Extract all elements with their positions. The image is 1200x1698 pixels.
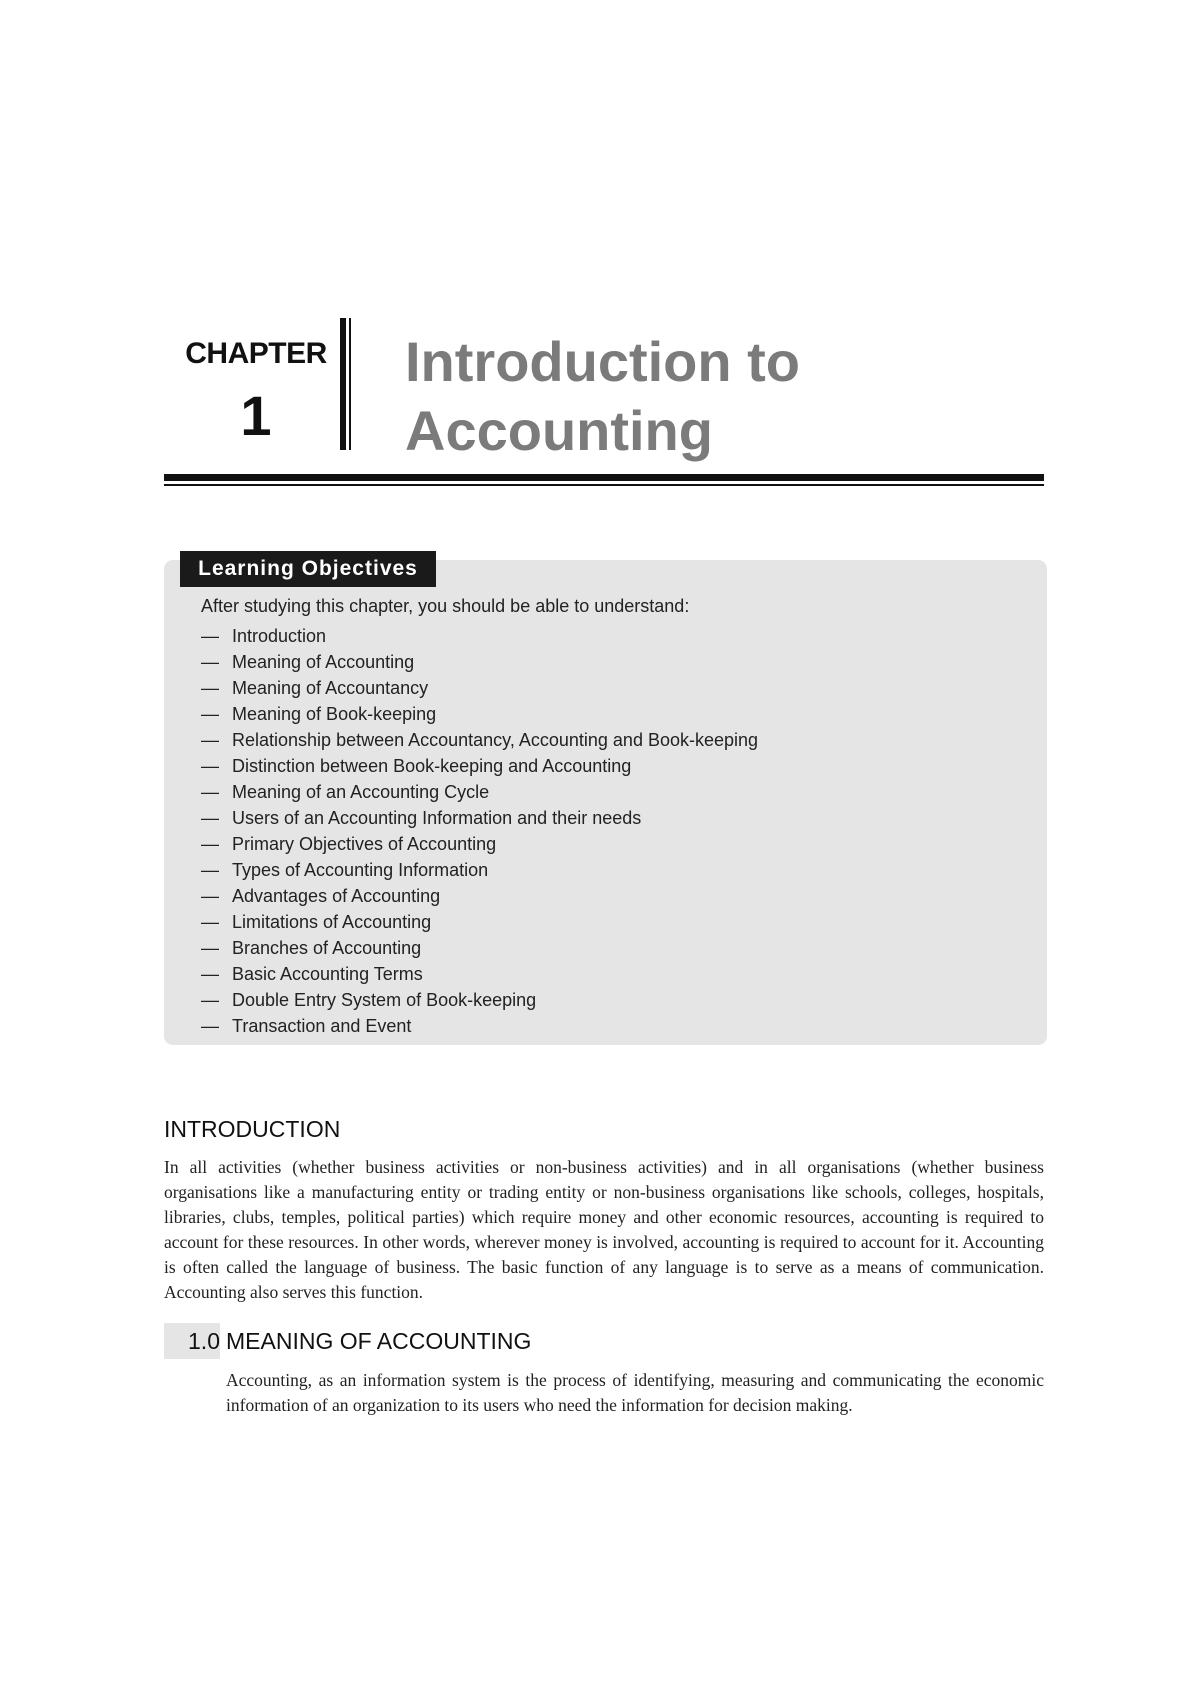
objective-dash: —	[201, 756, 219, 776]
introduction-paragraph: In all activities (whether business activities or non-business activities) and in all organisations (whether business organisations like a manufacturing entity or trading entity or non-business organisations like schools, colleges, hospitals, libraries, clubs, temples, political parties) which require money and other economic resources, accounting is required to account for these resources. In other words, wherever money is involved, accounting is required to account for it. Accounting is often called the language of business. The basic function of any language is to serve as a means of communication. Accounting also serves this function.	[164, 1157, 1044, 1302]
objective-text: Branches of Accounting	[232, 938, 422, 958]
section-title: MEANING OF ACCOUNTING	[226, 1328, 532, 1354]
objective-text: Meaning of Book-keeping	[232, 704, 437, 724]
objective-text: Transaction and Event	[232, 1016, 412, 1036]
objective-text: Double Entry System of Book-keeping	[232, 990, 537, 1010]
learning-objectives-intro: After studying this chapter, you should be able to understand:	[201, 596, 690, 616]
objective-dash: —	[201, 678, 219, 698]
objective-item	[201, 753, 758, 779]
objective-item	[201, 883, 758, 909]
objective-item	[201, 779, 758, 805]
objective-text: Relationship between Accountancy, Accounting and Book-keeping	[232, 730, 759, 750]
objective-dash: —	[201, 964, 219, 984]
objective-item	[201, 805, 758, 831]
objective-item	[201, 831, 758, 857]
objective-item	[201, 1013, 758, 1039]
objective-dash: —	[201, 782, 219, 802]
objective-text: Primary Objectives of Accounting	[232, 834, 497, 854]
objective-dash: —	[201, 990, 219, 1010]
title-rule-thick	[164, 474, 1044, 481]
objective-text: Advantages of Accounting	[232, 886, 441, 906]
objective-item	[201, 935, 758, 961]
objective-dash: —	[201, 704, 219, 724]
objective-dash: —	[201, 730, 219, 750]
chapter-divider-thin	[349, 318, 351, 450]
objective-text: Meaning of an Accounting Cycle	[232, 782, 490, 802]
objective-text: Types of Accounting Information	[232, 860, 489, 880]
chapter-title: Introduction to Accounting	[405, 330, 801, 462]
objective-text: Distinction between Book-keeping and Accounting	[232, 756, 632, 776]
chapter-label: CHAPTER	[185, 337, 327, 370]
objective-dash: —	[201, 834, 219, 854]
chapter-divider-thick	[340, 318, 346, 450]
objective-dash: —	[201, 626, 219, 646]
objective-dash: —	[201, 938, 219, 958]
objective-item	[201, 857, 758, 883]
learning-objectives-list	[201, 623, 758, 1039]
objective-dash: —	[201, 886, 219, 906]
title-rule-thin	[164, 484, 1044, 486]
objective-text: Users of an Accounting Information and their needs	[232, 808, 642, 828]
objective-item	[201, 909, 758, 935]
objective-item	[201, 961, 758, 987]
objective-text: Basic Accounting Terms	[232, 964, 423, 984]
chapter-number: 1	[240, 384, 272, 447]
objective-dash: —	[201, 860, 219, 880]
objective-dash: —	[201, 1016, 219, 1036]
objective-item	[201, 727, 758, 753]
objective-text: Meaning of Accounting	[232, 652, 415, 672]
section-number: 1.0	[188, 1328, 220, 1354]
objective-dash: —	[201, 808, 219, 828]
objective-item	[201, 675, 758, 701]
objective-item	[201, 987, 758, 1013]
objective-dash: —	[201, 652, 219, 672]
objective-text: Meaning of Accountancy	[232, 678, 429, 698]
learning-objectives-label: Learning Objectives	[180, 551, 436, 587]
objective-dash: —	[201, 912, 219, 932]
objective-item	[201, 701, 758, 727]
objective-item	[201, 649, 758, 675]
objective-text: Limitations of Accounting	[232, 912, 432, 932]
introduction-heading: INTRODUCTION	[164, 1116, 341, 1142]
objective-text: Introduction	[232, 626, 327, 646]
objective-item	[201, 623, 758, 649]
meaning-paragraph: Accounting, as an information system is the process of identifying, measuring and communicating the economic information of an organization to its users who need the information for decision making.	[226, 1370, 1044, 1415]
